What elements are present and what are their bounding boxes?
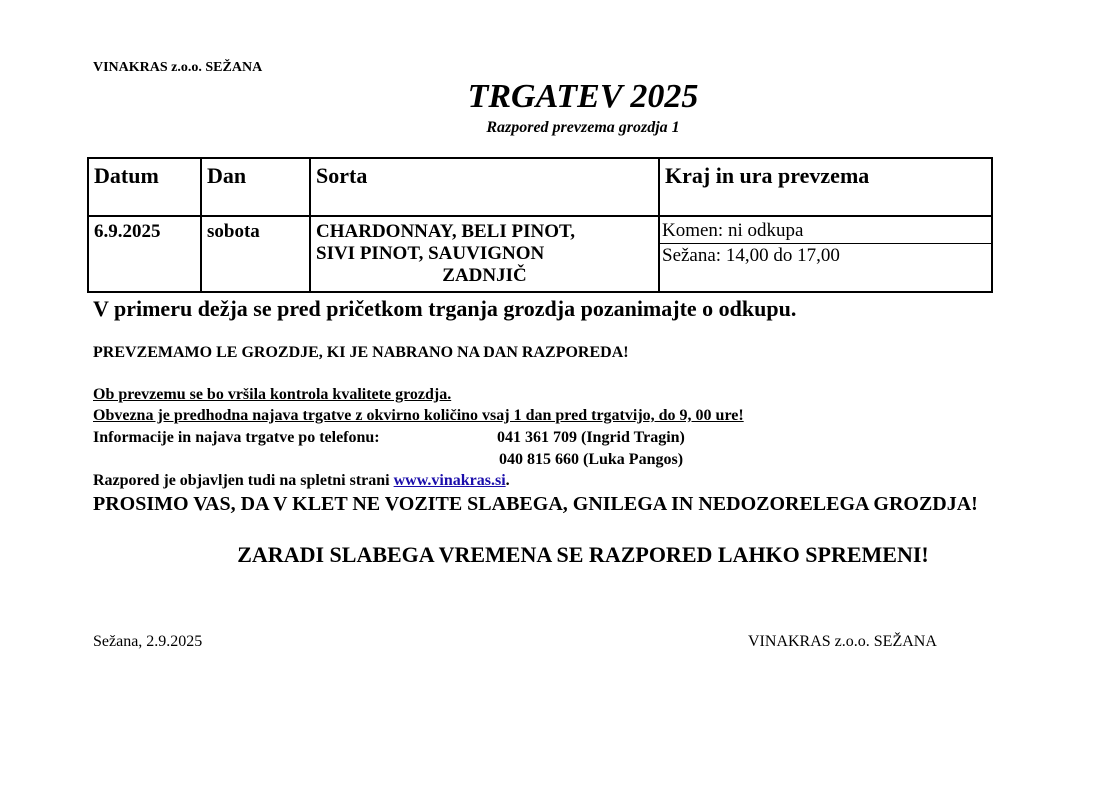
website-note <box>93 472 510 490</box>
table-row <box>88 216 992 292</box>
phone-luka: 040 815 660 (Luka Pangos) <box>499 451 684 468</box>
location-sezana: Sežana: 14,00 do 17,00 <box>660 243 991 268</box>
weather-warning: ZARADI SLABEGA VREMENA SE RAZPORED LAHKO SPREMENI! <box>237 542 929 567</box>
schedule-table <box>87 157 993 293</box>
cell-location <box>659 216 992 292</box>
phone-info-label: Informacije in najava trgatve po telefonu: <box>93 429 380 446</box>
website-prefix: Razpored je objavljen tudi na spletni strani <box>93 472 394 489</box>
footer-company: VINAKRAS z.o.o. SEŽANA <box>748 633 937 650</box>
location-komen: Komen: ni odkupa <box>662 220 804 241</box>
variety-line-1: CHARDONNAY, BELI PINOT, <box>316 221 576 242</box>
header-location-time: Kraj in ura prevzema <box>659 158 992 216</box>
variety-line-2: SIVI PINOT, SAUVIGNON <box>316 243 545 264</box>
document-subtitle: Razpored prevzema grozdja 1 <box>486 119 680 136</box>
header-variety: Sorta <box>310 158 659 216</box>
table-header-row <box>88 158 992 216</box>
rain-note: V primeru dežja se pred pričetkom trganja grozdja pozanimajte o odkupu. <box>93 296 797 321</box>
announce-note: Obvezna je predhodna najava trgatve z okvirno količino vsaj 1 dan pred trgatvijo, do 9, 00 ure! <box>93 407 744 424</box>
footer-place-date: Sežana, 2.9.2025 <box>93 633 203 650</box>
cell-day: sobota <box>201 216 310 292</box>
document-title: TRGATEV 2025 <box>467 78 699 115</box>
cell-date: 6.9.2025 <box>88 216 201 292</box>
cell-variety <box>310 216 659 292</box>
quality-note: Ob prevzemu se bo vršila kontrola kvalitete grozdja. <box>93 386 452 403</box>
website-suffix: . <box>505 472 510 489</box>
website-link[interactable]: www.vinakras.si <box>393 472 506 489</box>
phone-ingrid: 041 361 709 (Ingrid Tragin) <box>497 429 685 446</box>
grape-quality-request: PROSIMO VAS, DA V KLET NE VOZITE SLABEGA, GNILEGA IN NEDOZORELEGA GROZDJA! <box>93 493 978 515</box>
company-name-top: VINAKRAS z.o.o. SEŽANA <box>93 60 263 75</box>
variety-line-3: ZADNJIČ <box>442 265 527 286</box>
pickup-note: PREVZEMAMO LE GROZDJE, KI JE NABRANO NA DAN RAZPOREDA! <box>93 344 629 361</box>
header-date: Datum <box>88 158 201 216</box>
header-day: Dan <box>201 158 310 216</box>
